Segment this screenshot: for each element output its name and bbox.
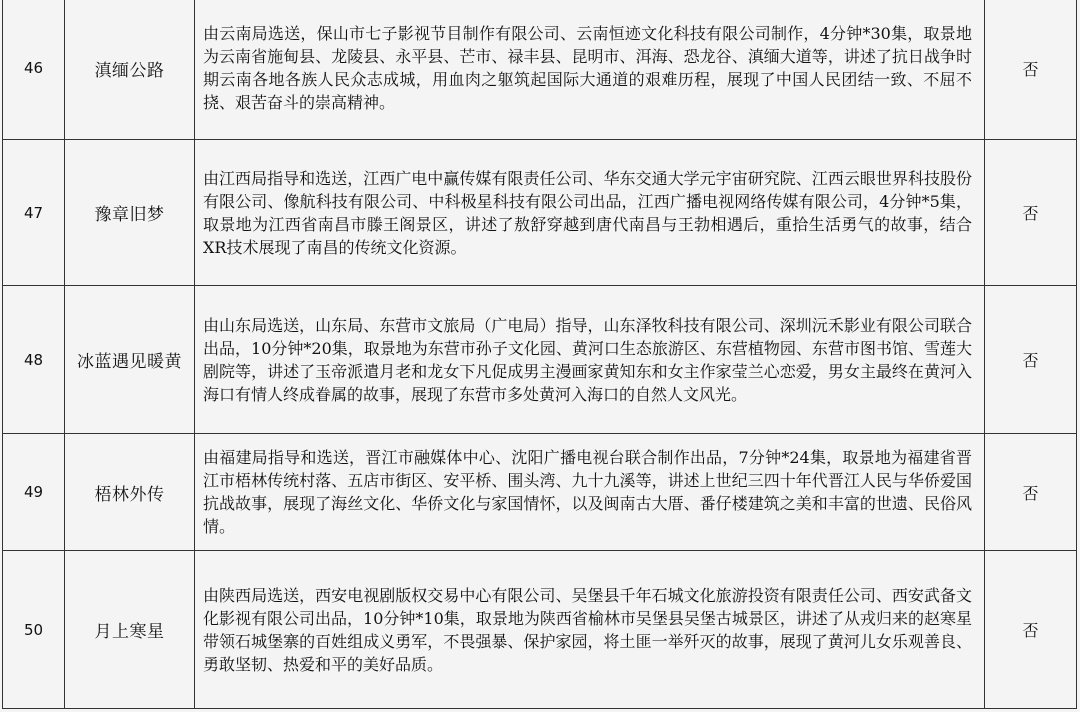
drama-description: 由陕西局选送，西安电视剧版权交易中心有限公司、吴堡县千年石城文化旅游投资有限责任公司、西安武备文化影视有限公司出品，10分钟*10集，取景地为陕西省榆林市吴堡县吴堡古城景区，讲述了从戎归来的赵寒星带领石城堡寨的百姓组成义勇军，不畏强暴、保护家园，将土匪一举歼灭的故事，展现了黄河儿女乐观善良、勇敢坚韧、热爱和平的美好品质。 — [195, 551, 985, 709]
flag-cell: 否 — [985, 0, 1077, 140]
drama-title: 梧林外传 — [65, 434, 195, 551]
row-number: 48 — [3, 286, 65, 434]
drama-description: 由山东局选送，山东局、东营市文旅局（广电局）指导，山东泽牧科技有限公司、深圳沅禾影业有限公司联合出品，10分钟*20集，取景地为东营市孙子文化园、黄河口生态旅游区、东营植物园、东营市图书馆、雪莲大剧院等，讲述了玉帝派遣月老和龙女下凡促成男主漫画家黄知东和女主作家莹兰心恋爱，男女主最终在黄河入海口有情人终成眷属的故事，展现了东营市多处黄河入海口的自然人文风光。 — [195, 286, 985, 434]
table-row — [3, 0, 1077, 140]
drama-description: 由江西局指导和选送，江西广电中赢传媒有限责任公司、华东交通大学元宇宙研究院、江西云眼世界科技股份有限公司、像航科技有限公司、中科极星科技有限公司出品，江西广播电视网络传媒有限公司，4分钟*5集，取景地为江西省南昌市滕王阁景区，讲述了敖舒穿越到唐代南昌与王勃相遇后，重拾生活勇气的故事，结合XR技术展现了南昌的传统文化资源。 — [195, 140, 985, 286]
flag-cell: 否 — [985, 286, 1077, 434]
drama-title: 豫章旧梦 — [65, 140, 195, 286]
row-number: 50 — [3, 551, 65, 709]
table-row — [3, 551, 1077, 709]
flag-cell: 否 — [985, 140, 1077, 286]
flag-cell: 否 — [985, 434, 1077, 551]
drama-list-table — [2, 0, 1077, 709]
drama-title: 月上寒星 — [65, 551, 195, 709]
table-row — [3, 140, 1077, 286]
drama-description: 由云南局选送，保山市七子影视节目制作有限公司、云南恒迹文化科技有限公司制作，4分钟*30集，取景地为云南省施甸县、龙陵县、永平县、芒市、禄丰县、昆明市、洱海、恐龙谷、滇缅大道等，讲述了抗日战争时期云南各地各族人民众志成城，用血肉之躯筑起国际大通道的艰难历程，展现了中国人民团结一致、不屈不挠、艰苦奋斗的崇高精神。 — [195, 0, 985, 140]
drama-description: 由福建局指导和选送，晋江市融媒体中心、沈阳广播电视台联合制作出品，7分钟*24集，取景地为福建省晋江市梧林传统村落、五店市街区、安平桥、围头湾、九十九溪等，讲述上世纪三四十年代晋江人民与华侨爱国抗战故事，展现了海丝文化、华侨文化与家国情怀，以及闽南古大厝、番仔楼建筑之美和丰富的世遗、民俗风情。 — [195, 434, 985, 551]
drama-title: 滇缅公路 — [65, 0, 195, 140]
row-number: 47 — [3, 140, 65, 286]
table-row — [3, 286, 1077, 434]
drama-title: 冰蓝遇见暖黄 — [65, 286, 195, 434]
row-number: 49 — [3, 434, 65, 551]
table-row — [3, 434, 1077, 551]
flag-cell: 否 — [985, 551, 1077, 709]
row-number: 46 — [3, 0, 65, 140]
